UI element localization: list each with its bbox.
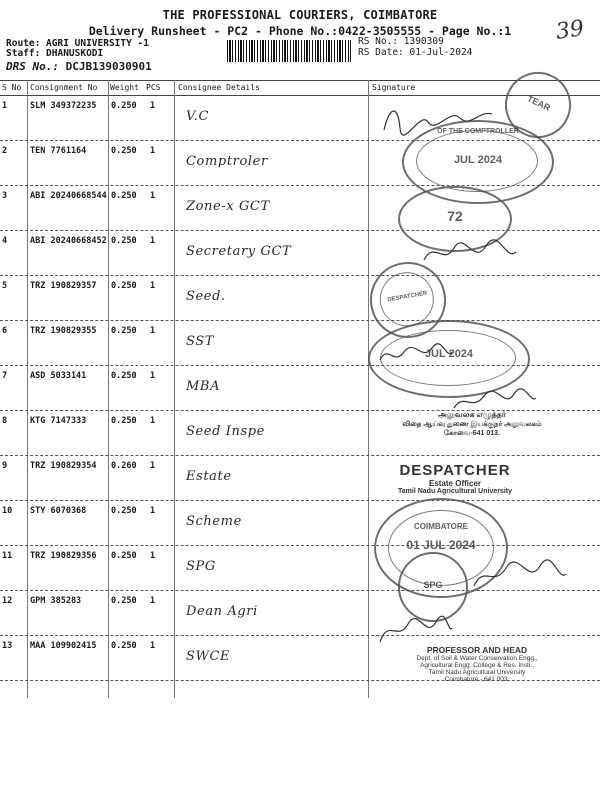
stamp-heading: DESPATCHER (399, 462, 511, 479)
row-consignee: MBA (186, 379, 221, 394)
row-weight: 0.250 (111, 146, 137, 156)
col-pcs: PCS (146, 83, 161, 92)
stamp-line: அலுவலக எழுத்தர் (437, 410, 507, 419)
row-pcs: 1 (150, 506, 156, 516)
row-pcs: 1 (150, 596, 156, 606)
row-weight: 0.250 (111, 506, 137, 516)
stamp-line: Agricultural Engg. College & Res. Insti., (420, 662, 534, 669)
runsheet-subtitle: Delivery Runsheet - PC2 - Phone No.:0422-3505555 - Page No.:1 (88, 24, 512, 38)
row-consignee: Secretary GCT (186, 244, 292, 259)
row-weight: 0.250 (111, 326, 137, 336)
row-consignee: Comptroler (186, 154, 268, 169)
row-pcs: 1 (150, 146, 156, 156)
drs-value: DCJB139030901 (65, 60, 152, 73)
row-sno: 13 (2, 641, 13, 651)
stamp-line: விதை ஆய்வு துணை இயக்குநர் அலுவலகம் (402, 421, 542, 428)
stamp-date: JUL 2024 (453, 154, 503, 166)
stamp-line: Dept. of Soil & Water Conservation Engg., (416, 655, 538, 662)
stamp-text: DESPATCHER (387, 290, 428, 304)
row-sno: 6 (2, 326, 8, 336)
row-consignee: V.C (186, 109, 209, 124)
row-pcs: 1 (150, 416, 156, 426)
row-pcs: 1 (150, 236, 156, 246)
signature-scribble (450, 386, 540, 416)
stamp-line: PROFESSOR AND HEAD (426, 645, 528, 655)
row-consignee: Zone-x GCT (186, 199, 270, 214)
row-sno: 2 (2, 146, 8, 156)
stamp-number: 72 (447, 208, 463, 224)
row-pcs: 1 (150, 551, 156, 561)
row-sno: 3 (2, 191, 8, 201)
row-sno: 9 (2, 461, 8, 471)
row-consignment: TEN 7761164 (30, 146, 87, 156)
row-weight: 0.250 (111, 371, 137, 381)
col-signature: Signature (372, 83, 416, 92)
row-consignee: SWCE (186, 649, 231, 664)
row-consignee: SST (186, 334, 215, 349)
drs-number (6, 60, 152, 73)
row-consignee: Seed Inspe (186, 424, 265, 439)
row-sno: 4 (2, 236, 8, 246)
stamp-text: SPG (423, 580, 443, 590)
signature-scribble (376, 340, 456, 370)
row-weight: 0.250 (111, 596, 137, 606)
row-consignee: Scheme (186, 514, 242, 529)
col-sno: S No (2, 83, 22, 92)
stamp-date: 01 JUL 2024 (406, 538, 476, 552)
row-sno: 7 (2, 371, 8, 381)
rs-date: RS Date: 01-Jul-2024 (358, 47, 473, 58)
row-consignment: ABI 20240668544 (30, 191, 107, 201)
row-sno: 10 (2, 506, 13, 516)
row-weight: 0.250 (111, 641, 137, 651)
row-weight: 0.260 (111, 461, 137, 471)
row-consignment: MAA 109902415 (30, 641, 97, 651)
row-pcs: 1 (150, 101, 156, 111)
signature-scribble (420, 236, 520, 272)
row-consignment: TRZ 190829355 (30, 326, 97, 336)
row-sno: 12 (2, 596, 13, 606)
row-consignment: KTG 7147333 (30, 416, 87, 426)
stamp-text: OF THE COMPTROLLER (437, 128, 519, 135)
stamp-line: கோவை-641 013. (443, 430, 500, 437)
row-consignee: Estate (186, 469, 232, 484)
row-pcs: 1 (150, 191, 156, 201)
row-sno: 1 (2, 101, 8, 111)
row-consignee: SPG (186, 559, 216, 574)
stamp-text: TEAR (525, 93, 553, 113)
stamp-line: Tamil Nadu Agricultural University (428, 669, 526, 676)
row-consignment: SLM 349372235 (30, 101, 97, 111)
route-label: Route: AGRI UNIVERSITY -1 (6, 38, 149, 49)
signature-scribble (380, 100, 500, 140)
row-weight: 0.250 (111, 191, 137, 201)
row-weight: 0.250 (111, 281, 137, 291)
stamp-line: Tamil Nadu Agricultural University (398, 488, 512, 495)
row-pcs: 1 (150, 326, 156, 336)
stamp-city: COIMBATORE (414, 522, 468, 531)
stamp-line: Estate Officer (428, 479, 482, 488)
signature-scribble (376, 612, 456, 652)
staff-label: Staff: DHANUSKODI (6, 48, 104, 59)
row-pcs: 1 (150, 371, 156, 381)
row-pcs: 1 (150, 281, 156, 291)
col-consignee: Consignee Details (178, 83, 260, 92)
row-sno: 8 (2, 416, 8, 426)
row-pcs: 1 (150, 461, 156, 471)
row-consignee: Dean Agri (186, 604, 258, 619)
stamp-line: Coimbatore - 641 003. (444, 676, 510, 683)
despatcher-stamp (380, 462, 530, 495)
row-consignee: Seed. (186, 289, 226, 304)
rs-number: RS No.: 1390309 (358, 36, 444, 47)
row-consignment: TRZ 190829356 (30, 551, 97, 561)
stamp-date: JUL 2024 (424, 348, 474, 360)
barcode (227, 40, 351, 62)
row-consignment: GPM 385283 (30, 596, 82, 606)
row-sno: 11 (2, 551, 13, 561)
table-row (0, 275, 600, 321)
company-title: THE PROFESSIONAL COURIERS, COIMBATORE (162, 8, 438, 22)
table-row (0, 500, 600, 546)
row-consignment: STY 6070368 (30, 506, 87, 516)
table-row (0, 590, 600, 636)
row-sno: 5 (2, 281, 8, 291)
row-weight: 0.250 (111, 551, 137, 561)
row-pcs: 1 (150, 641, 156, 651)
row-consignment: TRZ 190829357 (30, 281, 97, 291)
col-weight: Weight (110, 83, 139, 92)
row-consignment: TRZ 190829354 (30, 461, 97, 471)
row-consignment: ABI 20240668452 (30, 236, 107, 246)
row-weight: 0.250 (111, 236, 137, 246)
col-consignment: Consignment No (30, 83, 98, 92)
handwritten-page-mark: 39 (554, 16, 586, 45)
row-weight: 0.250 (111, 416, 137, 426)
row-weight: 0.250 (111, 101, 137, 111)
drs-label: DRS No.: (6, 60, 59, 73)
signature-scribble (470, 556, 570, 596)
row-consignment: ASD 5033141 (30, 371, 87, 381)
